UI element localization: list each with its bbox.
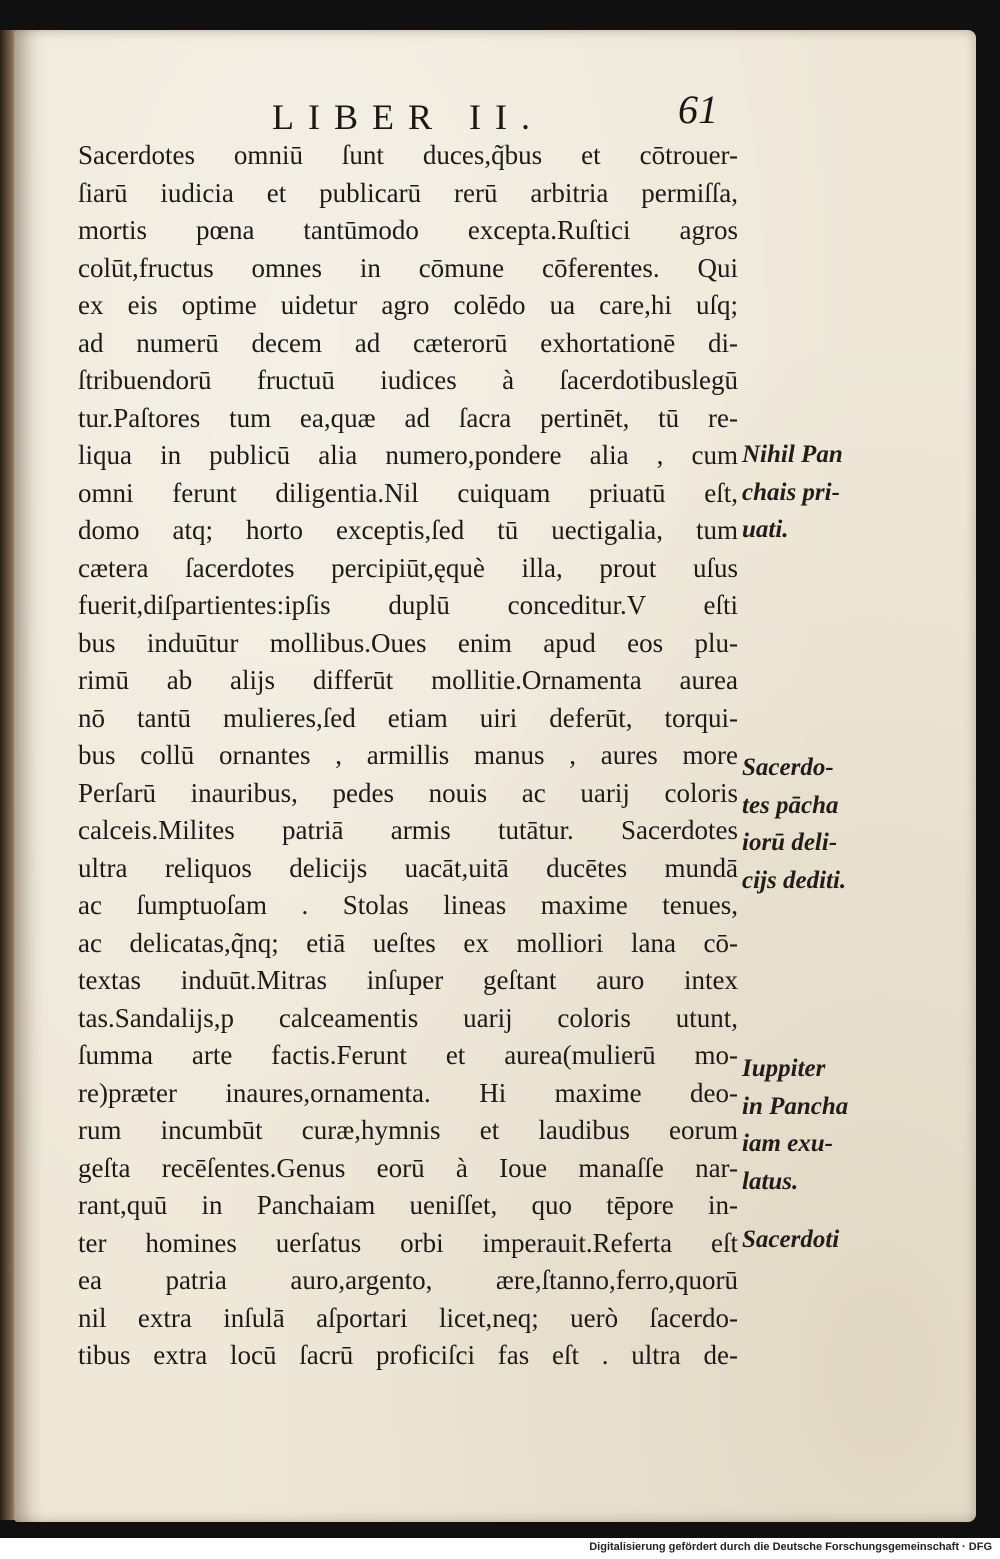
- margin-note-line: in Pancha: [742, 1092, 849, 1120]
- margin-note-line: tes pācha: [742, 791, 839, 819]
- body-line: calceis.Milites patriā armis tutātur. Sacerdotes: [78, 815, 738, 845]
- body-line: ſtribuendorū fructuū iudices à ſacerdotibuslegū: [78, 365, 738, 395]
- margin-note-line: iorū deli-: [742, 829, 838, 856]
- body-line: omni ferunt diligentia.Nil cuiquam priuatū eſt,: [78, 477, 738, 508]
- body-text: [78, 137, 738, 1375]
- body-line: geſta recēſentes.Genus eorū à Ioue manaſſe nar-: [78, 1152, 738, 1183]
- body-line: domo atq; horto exceptis,ſed tū uectigalia, tum: [78, 515, 738, 545]
- margin-note-iuppiter: [742, 1050, 887, 1200]
- body-line: tibus extra locū ſacrū proficiſci fas eſt . ultra de-: [78, 1340, 738, 1370]
- body-line: liqua in publicū alia numero,pondere alia , cum: [78, 440, 738, 470]
- body-line: Sacerdotes omniū ſunt duces,q̃bus et cōtrouer-: [78, 140, 738, 170]
- margin-note-line: chais pri-: [742, 478, 840, 506]
- body-line: nil extra inſulā aſportari licet,neq; uerò ſacerdo-: [78, 1302, 738, 1333]
- footer-credit: Digitalisierung gefördert durch die Deutsche Forschungsgemeinschaft · DFG: [589, 1541, 992, 1553]
- margin-note-line: uati.: [742, 516, 789, 543]
- body-line: re)præter inaures,ornamenta. Hi maxime deo-: [78, 1077, 738, 1108]
- margin-note-nihil-panchais: [742, 436, 887, 549]
- margin-note-line: Sacerdoti: [742, 1226, 840, 1253]
- body-line: ſumma arte factis.Ferunt et aurea(mulierū mo-: [78, 1040, 738, 1070]
- body-line: ultra reliquos delicijs uacāt,uitā ducētes mundā: [78, 852, 738, 883]
- body-line: bus induūtur mollibus.Oues enim apud eos plu-: [78, 627, 738, 658]
- margin-note-line: Iuppiter: [742, 1055, 826, 1082]
- body-line: tur.Paſtores tum ea,quæ ad ſacra pertinēt, tū re-: [78, 402, 738, 433]
- page-number: 61: [678, 87, 718, 132]
- body-line: ſiarū iudicia et publicarū rerū arbitria permiſſa,: [78, 177, 738, 208]
- body-line: rimū ab alijs differūt mollitie.Ornamenta aurea: [78, 665, 738, 695]
- body-line: tas.Sandalijs,p calceamentis uarij coloris utunt,: [78, 1002, 738, 1033]
- body-line: rant,quū in Panchaiam ueniſſet, quo tēpore in-: [78, 1190, 738, 1220]
- margin-note-sacerdoti: [742, 1221, 887, 1259]
- body-line: ex eis optime uidetur agro colēdo ua care,hi uſq;: [78, 290, 738, 320]
- body-line: ad numerū decem ad cæterorū exhortationē di-: [78, 327, 738, 358]
- body-line: ac ſumptuoſam . Stolas lineas maxime tenues,: [78, 890, 738, 920]
- margin-note-line: latus.: [742, 1167, 799, 1195]
- body-line: cætera ſacerdotes percipiūt,ęquè illa, prout uſus: [78, 552, 738, 583]
- margin-note-line: Nihil Pan: [742, 441, 843, 468]
- body-line: mortis pœna tantūmodo excepta.Ruſtici agros: [78, 215, 738, 245]
- margin-note-line: cijs dediti.: [742, 866, 847, 894]
- body-line: bus collū ornantes , armillis manus , aures more: [78, 740, 738, 770]
- body-line: nō tantū mulieres,ſed etiam uiri deferūt, torqui-: [78, 702, 738, 733]
- body-line: ea patria auro,argento, ære,ſtanno,ferro,quorū: [78, 1265, 738, 1295]
- body-line: textas induūt.Mitras inſuper geſtant auro intex: [78, 965, 738, 995]
- body-line: ter homines uerſatus orbi imperauit.Referta eſt: [78, 1227, 738, 1258]
- body-line: Perſarū inauribus, pedes nouis ac uarij coloris: [78, 777, 738, 808]
- margin-note-line: iam exu-: [742, 1130, 833, 1157]
- body-line: colūt,fructus omnes in cōmune cōferentes. Qui: [78, 252, 738, 283]
- body-line: ac delicatas,q̃nq; etiā ueſtes ex molliori lana cō-: [78, 927, 738, 958]
- body-line: fuerit,diſpartientes:ipſis duplū conceditur.V eſti: [78, 590, 738, 620]
- running-title: LIBER II.: [272, 97, 544, 137]
- margin-note-sacerdotes-panchaiorum: [742, 749, 887, 899]
- body-line: rum incumbūt curæ,hymnis et laudibus eorum: [78, 1115, 738, 1145]
- margin-note-line: Sacerdo-: [742, 754, 834, 781]
